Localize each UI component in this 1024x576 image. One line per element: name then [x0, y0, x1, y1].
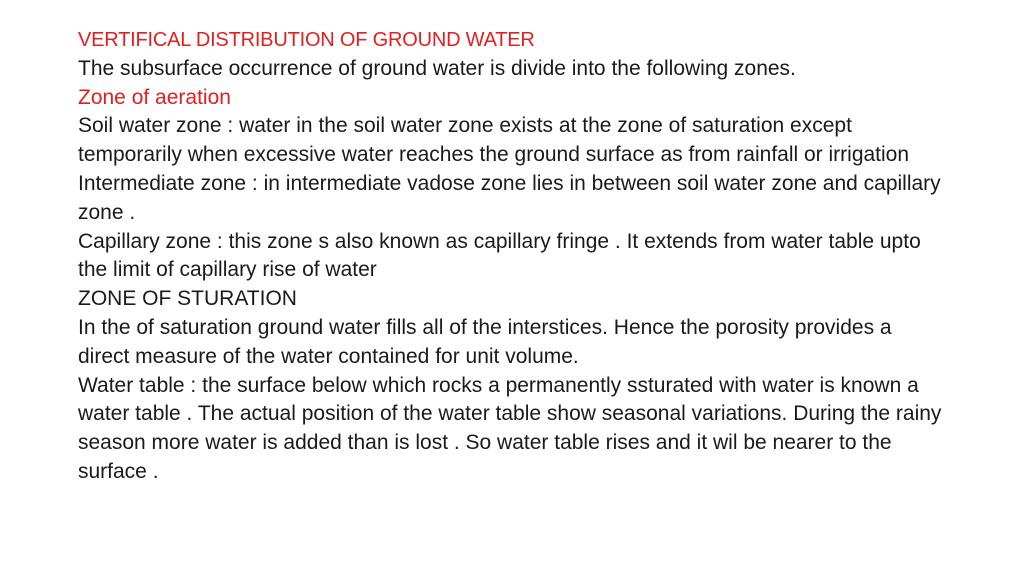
- intermediate-zone-paragraph: Intermediate zone : in intermediate vadose zone lies in between soil water zone and capillary zone .: [78, 171, 941, 224]
- slide-title: VERTIFICAL DISTRIBUTION OF GROUND WATER: [78, 29, 535, 51]
- zone-of-aeration-heading: Zone of aeration: [78, 85, 231, 109]
- saturation-paragraph: In the of saturation ground water fills all of the interstices. Hence the porosity provides a direct measure of the water contained for unit volume.: [78, 315, 892, 368]
- slide-content: [78, 26, 948, 487]
- intro-paragraph: The subsurface occurrence of ground water is divide into the following zones.: [78, 56, 796, 80]
- soil-water-zone-paragraph: Soil water zone : water in the soil water zone exists at the zone of saturation except temporarily when excessive water reaches the ground surface as from rainfall or irrigation: [78, 114, 910, 167]
- capillary-zone-paragraph: Capillary zone : this zone s also known as capillary fringe . It extends from water table upto the limit of capillary rise of water: [78, 229, 921, 282]
- water-table-paragraph: Water table : the surface below which rocks a permanently ssturated with water is known a water table . The actual position of the water table show seasonal variations. During the rainy season more water is added than is lost . So water table rises and it wil be nearer to the surface .: [78, 373, 942, 483]
- zone-of-saturation-heading: ZONE OF STURATION: [78, 287, 297, 311]
